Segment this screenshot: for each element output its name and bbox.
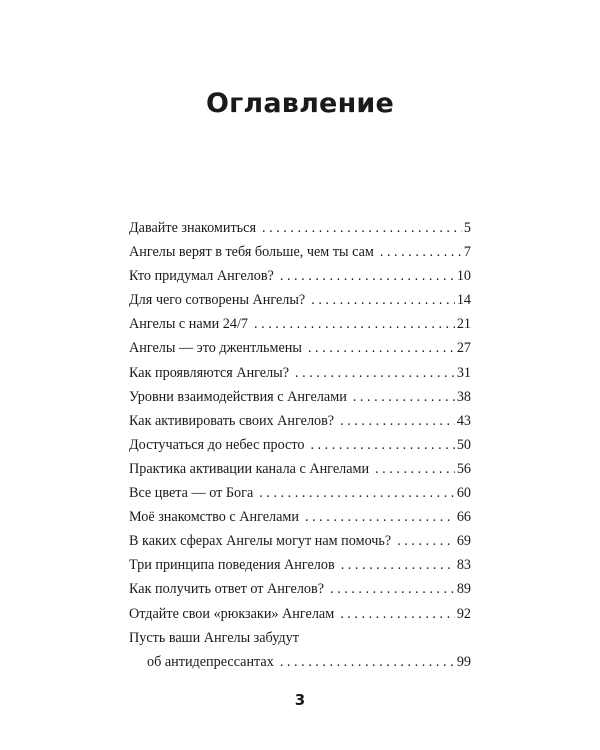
toc-entry-page: 31: [456, 364, 471, 381]
toc-leader-dots: [334, 409, 455, 433]
toc-leader-dots: [335, 553, 455, 577]
toc-entry-title: Ангелы с нами 24/7: [129, 316, 249, 333]
toc-entry-title: Все цвета — от Бога: [129, 485, 254, 502]
toc-entry-page: 50: [456, 436, 471, 453]
toc-entry: [129, 385, 471, 409]
toc-entry: [129, 553, 471, 577]
toc-entry: [129, 336, 471, 360]
toc-entry-page: 10: [456, 268, 471, 285]
toc-entry-page: 99: [456, 653, 471, 670]
toc-leader-dots: [304, 433, 454, 457]
toc-entry-title-line2: об антидепрессантах: [147, 653, 274, 670]
toc-entry-page: 27: [456, 340, 471, 357]
toc-entry-title: Как активировать своих Ангелов?: [129, 412, 335, 429]
toc-entry: [129, 529, 471, 553]
toc-entry-title: Ангелы — это джентльмены: [129, 340, 302, 357]
toc-entry-line2: [129, 650, 471, 674]
toc-entry: [129, 288, 471, 312]
toc-entry: [129, 312, 471, 336]
toc-entry-page: 92: [456, 605, 471, 622]
toc-leader-dots: [256, 216, 462, 240]
toc-leader-dots: [274, 650, 455, 674]
toc-leader-dots: [374, 240, 462, 264]
toc-leader-dots: [302, 336, 455, 360]
toc-leader-dots: [274, 264, 455, 288]
toc-entry-page: 7: [463, 244, 471, 261]
toc-entry-page: 14: [456, 292, 471, 309]
toc-entry-title: Как проявляются Ангелы?: [129, 364, 289, 381]
toc-entry-page: 69: [456, 533, 471, 550]
toc-entry-title: Достучаться до небес просто: [129, 436, 305, 453]
toc-leader-dots: [248, 312, 455, 336]
toc-entry-page: 56: [456, 460, 471, 477]
toc-entry: [129, 216, 471, 240]
toc-entry-page: 60: [456, 485, 471, 502]
toc-entry-title: Моё знакомство с Ангелами: [129, 509, 299, 526]
toc-entry-page: 83: [456, 557, 471, 574]
toc-entry: [129, 409, 471, 433]
toc-entry-title: Давайте знакомиться: [129, 220, 256, 236]
toc-entry-title: Три принципа поведения Ангелов: [129, 557, 335, 574]
toc-entry: [129, 602, 471, 626]
toc-leader-dots: [391, 529, 455, 553]
toc-leader-dots: [305, 288, 455, 312]
table-of-contents: [129, 216, 471, 674]
page-title: Оглавление: [205, 88, 395, 119]
toc-entry-title-line1: Пусть ваши Ангелы забудут: [129, 629, 299, 646]
toc-leader-dots: [324, 577, 455, 601]
page-number: 3: [294, 691, 306, 709]
toc-entry-title: Практика активации канала с Ангелами: [129, 460, 370, 477]
toc-entry: [129, 457, 471, 481]
toc-leader-dots: [369, 457, 455, 481]
toc-entry: [129, 577, 471, 601]
toc-leader-dots: [253, 481, 455, 505]
toc-leader-dots: [347, 385, 455, 409]
toc-leader-dots: [299, 505, 455, 529]
toc-entry-title: Ангелы верят в тебя больше, чем ты сам: [129, 244, 374, 261]
toc-entry-page: 38: [456, 388, 471, 405]
toc-entry: [129, 361, 471, 385]
toc-entry-page: 21: [456, 316, 471, 333]
toc-entry-page: 89: [456, 581, 471, 598]
toc-entry: [129, 626, 471, 674]
toc-leader-dots: [334, 602, 455, 626]
toc-entry: [129, 240, 471, 264]
toc-entry-title: Для чего сотворены Ангелы?: [129, 292, 306, 309]
toc-entry-title: Уровни взаимодействия с Ангелами: [129, 388, 347, 405]
toc-entry: [129, 505, 471, 529]
toc-entry: [129, 433, 471, 457]
toc-entry-title: Отдайте свои «рюкзаки» Ангелам: [129, 605, 335, 622]
toc-leader-dots: [289, 361, 455, 385]
toc-entry: [129, 264, 471, 288]
toc-entry-page: 5: [463, 220, 471, 236]
toc-entry: [129, 481, 471, 505]
toc-entry-title: Кто придумал Ангелов?: [129, 268, 274, 285]
toc-entry-page: 43: [456, 412, 471, 429]
toc-entry-title: Как получить ответ от Ангелов?: [129, 581, 324, 598]
toc-entry-title: В каких сферах Ангелы могут нам помочь?: [129, 533, 392, 550]
toc-entry-page: 66: [456, 509, 471, 526]
